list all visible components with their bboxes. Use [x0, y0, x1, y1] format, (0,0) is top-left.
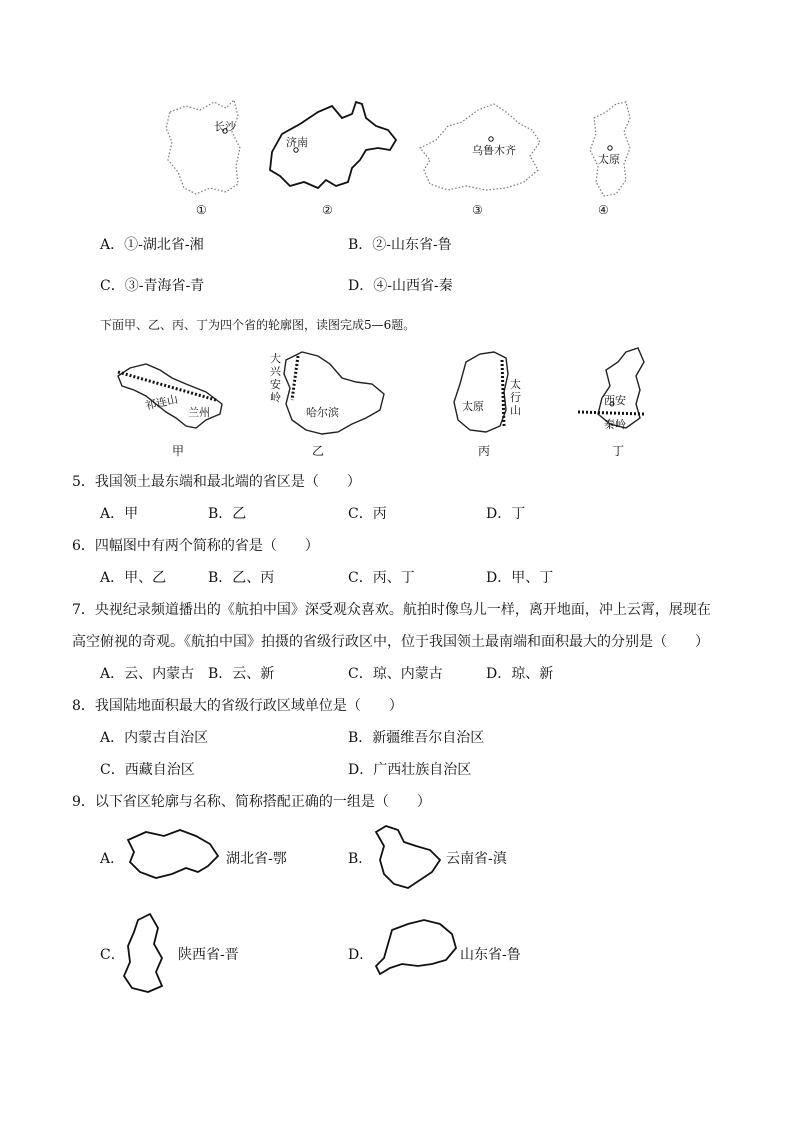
- q4-option-b[interactable]: B．②-山东省-鲁: [348, 237, 452, 253]
- label-lanzhou: 兰州: [188, 406, 210, 419]
- q6-option-b[interactable]: B．乙、丙: [208, 570, 275, 586]
- q4-option-c[interactable]: C．③-青海省-青: [100, 278, 205, 294]
- q7-option-d[interactable]: D．琼、新: [486, 666, 554, 682]
- q6-stem: 6．四幅图中有两个简称的省是（ ）: [72, 538, 319, 554]
- caption-jia: 甲: [172, 444, 185, 458]
- q9-option-d-key[interactable]: D．: [348, 947, 374, 963]
- intro-5-6: 下面甲、乙、丙、丁为四个省的轮廓图，读图完成5—6题。: [100, 318, 416, 332]
- map-number-3: ③: [472, 203, 483, 217]
- q7-option-c[interactable]: C．琼、内蒙古: [348, 666, 443, 682]
- q9-option-a-label: 湖北省-鄂: [226, 851, 287, 867]
- caption-yi: 乙: [312, 444, 325, 458]
- city-label-urumqi: 乌鲁木齐: [472, 144, 516, 157]
- label-an: 安: [270, 378, 281, 391]
- map-number-4: ④: [598, 203, 609, 217]
- q8-stem: 8．我国陆地面积最大的省级行政区域单位是（ ）: [72, 698, 403, 714]
- q9-option-d-label: 山东省-鲁: [460, 947, 521, 963]
- label-ling: 岭: [270, 391, 281, 404]
- map-number-1: ①: [196, 203, 207, 217]
- city-label-jinan: 济南: [286, 136, 308, 149]
- label-da: 大: [270, 352, 281, 365]
- label-hang: 行: [510, 391, 521, 404]
- label-xing: 兴: [270, 365, 281, 378]
- q4-option-a[interactable]: A．①-湖北省-湘: [100, 237, 204, 253]
- caption-bing: 丙: [478, 444, 491, 458]
- q9-option-a-key[interactable]: A．: [100, 851, 125, 867]
- q7-option-b[interactable]: B．云、新: [208, 666, 275, 682]
- q5-option-d[interactable]: D．丁: [486, 506, 526, 522]
- q5-stem: 5．我国领土最东端和最北端的省区是（ ）: [72, 474, 361, 490]
- q5-option-c[interactable]: C．丙: [348, 506, 387, 522]
- label-qinling: 秦岭: [604, 418, 626, 431]
- label-qilianshan: 祁连山: [144, 392, 180, 413]
- q8-option-d[interactable]: D．广西壮族自治区: [348, 762, 472, 778]
- city-label-taiyuan: 太原: [598, 153, 620, 166]
- map-number-2: ②: [322, 203, 333, 217]
- q5-option-a[interactable]: A．甲: [100, 506, 139, 522]
- label-taiyuan: 太原: [462, 400, 484, 413]
- q6-option-c[interactable]: C．丙、丁: [348, 570, 415, 586]
- q9-option-c-label: 陕西省-晋: [178, 947, 239, 963]
- q9-option-b-label: 云南省-滇: [446, 851, 507, 867]
- label-xian: 西安: [604, 394, 626, 407]
- q8-option-c[interactable]: C．西藏自治区: [100, 762, 195, 778]
- q4-option-d[interactable]: D．④-山西省-秦: [348, 278, 453, 294]
- label-shan: 山: [510, 404, 521, 417]
- label-tai: 太: [510, 378, 521, 391]
- q8-option-b[interactable]: B．新疆维吾尔自治区: [348, 730, 485, 746]
- q7-stem-line1: 7．央视纪录频道播出的《航拍中国》深受观众喜欢。航拍时像鸟儿一样，离开地面，冲上云霄，展现在: [72, 602, 711, 618]
- q5-option-b[interactable]: B．乙: [208, 506, 247, 522]
- q7-option-a[interactable]: A．云、内蒙古: [100, 666, 195, 682]
- label-harbin: 哈尔滨: [306, 406, 339, 419]
- q9-option-b-key[interactable]: B．: [348, 851, 373, 867]
- q9-option-c-key[interactable]: C．: [100, 947, 125, 963]
- caption-ding: 丁: [612, 444, 625, 458]
- city-label-changsha: 长沙: [214, 120, 236, 133]
- q6-option-d[interactable]: D．甲、丁: [486, 570, 554, 586]
- q7-stem-line2: 高空俯视的奇观。《航拍中国》拍摄的省级行政区中，位于我国领土最南端和面积最大的分别是（ ）: [72, 634, 709, 650]
- q9-stem: 9．以下省区轮廓与名称、简称搭配正确的一组是（ ）: [72, 794, 431, 810]
- q8-option-a[interactable]: A．内蒙古自治区: [100, 730, 209, 746]
- q6-option-a[interactable]: A．甲、乙: [100, 570, 167, 586]
